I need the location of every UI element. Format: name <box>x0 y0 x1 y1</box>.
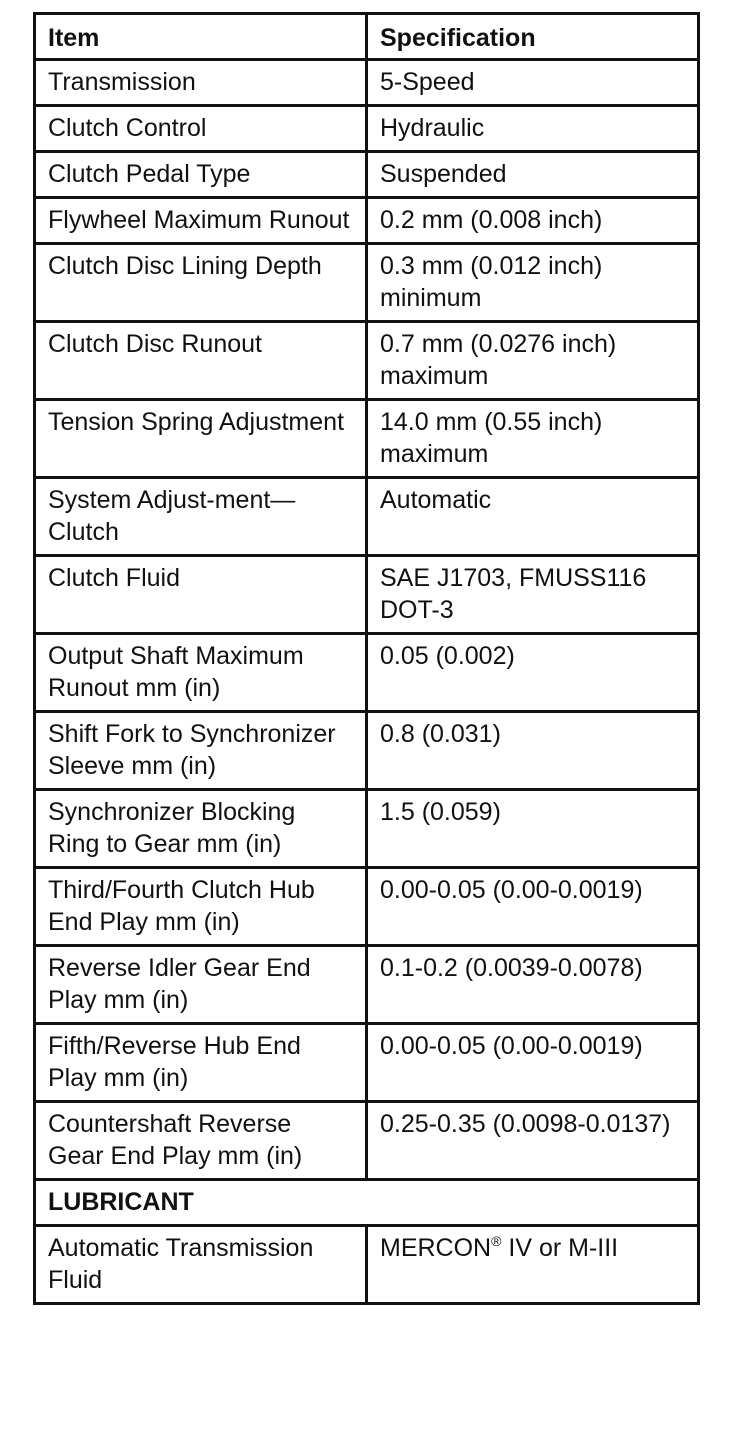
table-row <box>35 244 699 322</box>
table-row <box>35 198 699 244</box>
table-row <box>35 106 699 152</box>
item-cell: Tension Spring Adjustment <box>35 400 367 478</box>
item-cell: Automatic Transmission Fluid <box>35 1226 367 1304</box>
spec-cell: Hydraulic <box>367 106 699 152</box>
item-cell: Reverse Idler Gear End Play mm (in) <box>35 946 367 1024</box>
table-row <box>35 790 699 868</box>
item-cell: Countershaft Reverse Gear End Play mm (in) <box>35 1102 367 1180</box>
item-cell: Output Shaft Maximum Runout mm (in) <box>35 634 367 712</box>
spec-cell: 0.1-0.2 (0.0039-0.0078) <box>367 946 699 1024</box>
table-row <box>35 478 699 556</box>
header-item: Item <box>35 14 367 60</box>
item-cell: Third/Fourth Clutch Hub End Play mm (in) <box>35 868 367 946</box>
item-cell: Synchronizer Blocking Ring to Gear mm (in) <box>35 790 367 868</box>
spec-cell: 14.0 mm (0.55 inch) maximum <box>367 400 699 478</box>
table-row <box>35 60 699 106</box>
item-cell: Shift Fork to Synchronizer Sleeve mm (in) <box>35 712 367 790</box>
spec-cell: 0.05 (0.002) <box>367 634 699 712</box>
spec-rest: IV or M-III <box>501 1234 619 1262</box>
spec-cell: 0.00-0.05 (0.00-0.0019) <box>367 868 699 946</box>
lubricant-section-title: LUBRICANT <box>35 1180 699 1226</box>
specification-table <box>33 12 700 1305</box>
spec-cell: 0.7 mm (0.0276 inch) maximum <box>367 322 699 400</box>
item-cell: System Adjust-ment—Clutch <box>35 478 367 556</box>
item-cell: Transmission <box>35 60 367 106</box>
table-row <box>35 946 699 1024</box>
table-row <box>35 1102 699 1180</box>
spec-cell <box>367 1226 699 1304</box>
item-cell: Fifth/Reverse Hub End Play mm (in) <box>35 1024 367 1102</box>
item-cell: Clutch Disc Lining Depth <box>35 244 367 322</box>
item-cell: Clutch Disc Runout <box>35 322 367 400</box>
spec-cell: 0.3 mm (0.012 inch) minimum <box>367 244 699 322</box>
table-row <box>35 712 699 790</box>
spec-cell: 0.2 mm (0.008 inch) <box>367 198 699 244</box>
item-cell: Flywheel Maximum Runout <box>35 198 367 244</box>
table-row <box>35 1024 699 1102</box>
spec-cell: Automatic <box>367 478 699 556</box>
spec-cell: 0.8 (0.031) <box>367 712 699 790</box>
header-specification: Specification <box>367 14 699 60</box>
table-row <box>35 152 699 198</box>
spec-cell: 5-Speed <box>367 60 699 106</box>
registered-mark: ® <box>491 1233 502 1249</box>
table-header-row <box>35 14 699 60</box>
table-row <box>35 1226 699 1304</box>
table-row <box>35 634 699 712</box>
spec-cell: Suspended <box>367 152 699 198</box>
item-cell: Clutch Pedal Type <box>35 152 367 198</box>
item-cell: Clutch Control <box>35 106 367 152</box>
spec-cell: SAE J1703, FMUSS116 DOT-3 <box>367 556 699 634</box>
spec-brand: MERCON <box>380 1234 492 1262</box>
table-row <box>35 322 699 400</box>
spec-cell: 0.00-0.05 (0.00-0.0019) <box>367 1024 699 1102</box>
spec-cell: 0.25-0.35 (0.0098-0.0137) <box>367 1102 699 1180</box>
table-row <box>35 556 699 634</box>
table-row <box>35 400 699 478</box>
spec-cell: 1.5 (0.059) <box>367 790 699 868</box>
table-row <box>35 868 699 946</box>
lubricant-section-row <box>35 1180 699 1226</box>
item-cell: Clutch Fluid <box>35 556 367 634</box>
